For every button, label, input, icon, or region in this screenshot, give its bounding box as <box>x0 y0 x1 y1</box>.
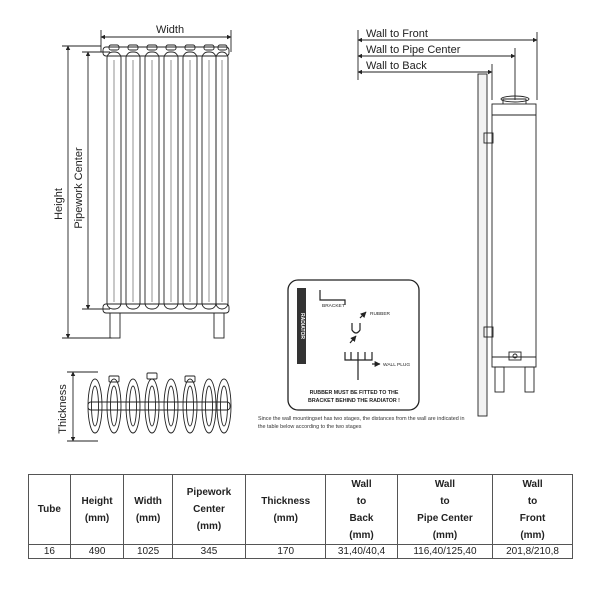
cell-thickness: 170 <box>246 545 326 559</box>
wall <box>478 74 487 416</box>
width-label: Width <box>155 24 185 36</box>
left-leg <box>110 313 120 338</box>
header-height: Height (mm) <box>70 475 124 545</box>
side-leg-back <box>495 367 504 392</box>
header-thickness: Thickness (mm) <box>246 475 326 545</box>
header-tube: Tube <box>29 475 71 545</box>
cell-wall-to-front: 201,8/210,8 <box>493 545 573 559</box>
side-leg-front <box>525 367 534 392</box>
pipework-center-label: Pipework Center <box>73 147 85 229</box>
header-width: Width (mm) <box>124 475 172 545</box>
header-wall-to-back: Wall to Back (mm) <box>326 475 398 545</box>
cell-tube: 16 <box>29 545 71 559</box>
thickness-label: Thickness <box>57 384 69 434</box>
height-label: Height <box>53 188 65 220</box>
thickness-view <box>67 372 231 441</box>
header-wall-to-front: Wall to Front (mm) <box>493 475 573 545</box>
tube-cross-sections <box>88 373 231 433</box>
cell-width: 1025 <box>124 545 172 559</box>
cell-height: 490 <box>70 545 124 559</box>
inset-radiator-label: RADIATOR <box>299 313 305 339</box>
spec-table-header-row <box>29 475 573 545</box>
inset-wall-plug-label: WALL PLUG <box>383 363 411 368</box>
wall-to-front-label: Wall to Front <box>366 28 428 40</box>
inset-warning-line2: BRACKET BEHIND THE RADIATOR ! <box>308 398 400 404</box>
cell-wall-to-back: 31,40/40,4 <box>326 545 398 559</box>
front-view <box>62 30 231 338</box>
mounting-note: Since the wall mountingset has two stages, the distances from the wall are indicated in the table below according to the two stages <box>258 416 465 430</box>
header-pipework-center: Pipework Center (mm) <box>172 475 245 545</box>
cell-wall-to-pipe-center: 116,40/125,40 <box>397 545 492 559</box>
header-wall-to-pipe-center: Wall to Pipe Center (mm) <box>397 475 492 545</box>
bottom-manifold <box>103 304 229 313</box>
radiator-side-profile <box>492 104 536 367</box>
tube-caps <box>109 45 227 50</box>
inset-bracket-label: BRACKET <box>322 304 345 309</box>
inset-warning-line1: RUBBER MUST BE FITTED TO THE <box>309 390 399 396</box>
mounting-inset <box>288 280 419 410</box>
wall-to-pipe-center-label: Wall to Pipe Center <box>366 44 461 56</box>
inset-rubber-label: RUBBER <box>370 312 390 317</box>
side-valve <box>509 352 521 360</box>
cell-pipework-center: 345 <box>172 545 245 559</box>
radiator-tubes <box>107 52 228 309</box>
wall-to-back-label: Wall to Back <box>366 60 427 72</box>
right-leg <box>214 313 224 338</box>
spec-table <box>28 474 573 559</box>
table-row <box>29 545 573 559</box>
